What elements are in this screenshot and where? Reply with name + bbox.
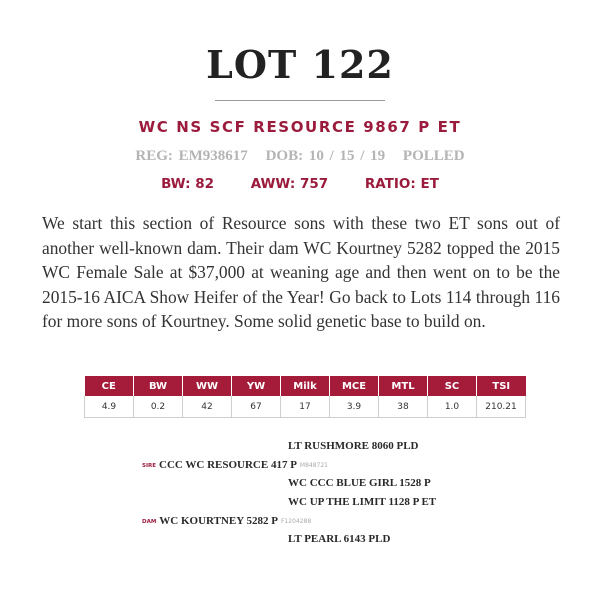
epd-value-row — [85, 396, 526, 418]
pedigree-sire-sire: LT RUSHMORE 8060 PLD — [288, 440, 419, 452]
epd-value-bw: 0.2 — [134, 396, 183, 418]
birth-weight: BW: 82 — [161, 176, 214, 192]
animal-name: WC NS SCF RESOURCE 9867 P ET — [138, 118, 462, 136]
registration-number: REG: EM938617 — [135, 148, 248, 164]
epd-value-ww: 42 — [183, 396, 232, 418]
dam-registration: F1204288 — [280, 518, 312, 525]
ratio: RATIO: ET — [364, 176, 439, 192]
pedigree-sire-dam: WC CCC BLUE GIRL 1528 P — [288, 477, 431, 489]
epd-header-sc: SC — [428, 376, 477, 396]
dam-label: DAM — [142, 519, 157, 525]
pedigree-sire — [142, 459, 328, 471]
epd-header-ww: WW — [183, 376, 232, 396]
pedigree-dam — [142, 515, 311, 527]
epd-value-yw: 67 — [232, 396, 281, 418]
epd-header-row — [85, 376, 526, 396]
epd-header-tsi: TSI — [477, 376, 526, 396]
epd-value-tsi: 210.21 — [477, 396, 526, 418]
sire-registration: M848721 — [299, 462, 329, 469]
epd-value-sc: 1.0 — [428, 396, 477, 418]
lot-description: We start this section of Resource sons with these two ET sons out of another well-known dam. Their dam WC Kourtney 5282 topped the 2015 WC Female Sale at $37,000 at weaning age and then went on to be the 2015-16 AICA Show Heifer of the Year! Go back to Lots 114 through 116 for more sons of Kourtney. Some solid genetic base to build on. — [42, 213, 560, 331]
epd-header-yw: YW — [232, 376, 281, 396]
epd-value-mtl: 38 — [379, 396, 428, 418]
weight-stats — [0, 176, 600, 192]
epd-header-mce: MCE — [330, 376, 379, 396]
registration-line — [0, 148, 600, 165]
epd-header-bw: BW — [134, 376, 183, 396]
dam-name: WC KOURTNEY 5282 P — [159, 515, 278, 527]
epd-header-ce: CE — [85, 376, 134, 396]
pedigree-dam-sire: WC UP THE LIMIT 1128 P ET — [288, 496, 437, 508]
lot-title: LOT 122 — [206, 42, 394, 87]
epd-value-mce: 3.9 — [330, 396, 379, 418]
pedigree-dam-dam: LT PEARL 6143 PLD — [288, 533, 391, 545]
epd-header-milk: Milk — [281, 376, 330, 396]
sire-label: SIRE — [142, 463, 156, 469]
epd-value-milk: 17 — [281, 396, 330, 418]
epd-header-mtl: MTL — [379, 376, 428, 396]
polled-status: POLLED — [402, 148, 465, 164]
epd-value-ce: 4.9 — [85, 396, 134, 418]
adjusted-weaning-weight: AWW: 757 — [250, 176, 329, 192]
title-divider — [215, 100, 385, 101]
sire-name: CCC WC RESOURCE 417 P — [159, 459, 297, 471]
date-of-birth: DOB: 10 / 15 / 19 — [265, 148, 386, 164]
epd-table — [84, 376, 526, 418]
